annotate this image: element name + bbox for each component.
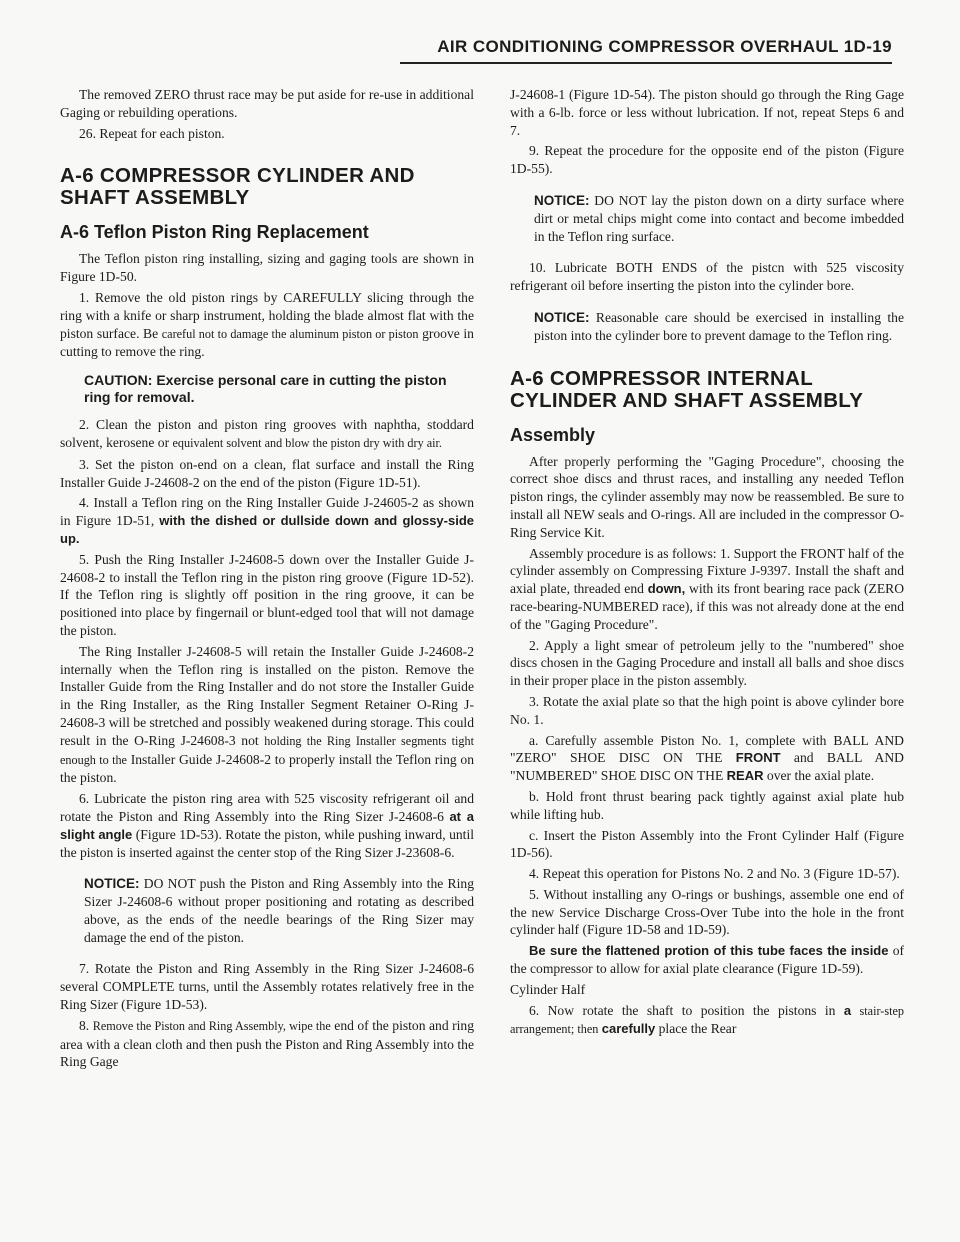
notice-text: Reasonable care should be exercised in installing the piston into the cylinder bore to prevent damage to the Teflon ring.	[534, 309, 905, 343]
step-10: 10. Lubricate BOTH ENDS of the pistcn with 525 viscosity refrigerant oil before inserting the piston into the cylinder bore.	[510, 260, 904, 294]
step-5: 5. Without installing any O-rings or bushings, assemble one end of the new Service Discharge Cross-Over Tube into the hole in the front cylinder half (Figure 1D-58 and 1D-59).	[510, 886, 904, 938]
step-2	[60, 416, 474, 453]
text-run: and BALL AND "NUMBERED" SHOE DISC ON THE	[510, 750, 904, 784]
paragraph	[510, 545, 904, 634]
text-run: 8.	[79, 1017, 90, 1033]
step-6	[510, 1002, 904, 1040]
subsection-heading: A-6 Teflon Piston Ring Replacement	[60, 222, 369, 243]
notice-block	[534, 192, 904, 245]
notice-text: DO NOT lay the piston down on a dirty surface where dirt or metal chips might come into contact and become imbedded in the Teflon ring surface.	[534, 192, 904, 244]
emphasis-text: Be sure the flattened protion of this tube faces the	[529, 943, 847, 959]
left-column	[60, 86, 474, 1074]
step-4: 4. Repeat this operation for Pistons No. 2 and No. 3 (Figure 1D-57).	[529, 866, 900, 882]
text-run: (Figure 1D-53). Rotate the piston, while pushing inward, until the piston is inserted against the center stop of the Ring Sizer J-23608-6.	[60, 826, 474, 860]
text-run: equivalent solvent and blow the piston dry with dry air.	[172, 435, 442, 450]
text-run: Installer Guide J-24608-2 to properly install the Teflon ring on the piston.	[60, 751, 474, 786]
right-column	[510, 86, 904, 1042]
emphasis-text: at a slight angle	[60, 808, 474, 842]
notice-label: NOTICE:	[534, 309, 590, 325]
step-9: 9. Repeat the procedure for the opposite end of the piston (Figure 1D-55).	[510, 143, 904, 177]
emphasis-text: FRONT	[735, 750, 781, 766]
paragraph: The Teflon piston ring installing, sizing and gaging tools are shown in Figure 1D-50.	[60, 251, 474, 285]
text-run: careful not to damage the aluminum piston or piston	[161, 326, 419, 341]
text-run: The Ring Installer J-24608-5 will retain the Installer Guide J-24608-2 internally when the Teflon ring is installed on the piston. Remove the Installer Guide from the Ring Installer and do not store the Installer Guide in the Ring Installer, as the Ring Installer Segment Retainer O-Ring J-24608-3 will be stretched and possibly weakened during storage. This could result in the O-Ring J-24608-3 not	[60, 643, 474, 748]
notice-text: DO NOT push the Piston and Ring Assembly into the Ring Sizer J-24608-6 without proper positioning and rotating as described above, as the ends of the needle bearings of the Ring Sizer may damage the end of the piston.	[84, 876, 474, 945]
step-4	[60, 494, 474, 547]
notice-label: NOTICE:	[84, 876, 140, 892]
notice-block	[84, 875, 474, 946]
text-run: holding the Ring Installer segments tight enough to the	[60, 733, 474, 767]
notice-block	[534, 309, 904, 345]
page-header: AIR CONDITIONING COMPRESSOR OVERHAUL 1D-19	[400, 36, 892, 64]
text-run: 2. Clean the piston and piston ring grooves with	[79, 417, 368, 433]
emphasis-text: a	[843, 1002, 852, 1018]
caution-text: Exercise personal care in cutting the piston ring for removal.	[84, 372, 447, 406]
emphasis-text: down,	[647, 581, 686, 597]
text-run: of the compressor to allow for axial plate clearance (Figure 1D-59).	[510, 943, 905, 977]
text-run: with its front bearing race pack (ZERO race-bearing-NUMBERED race), if this was not already done at the end of the "Gaging Procedure".	[510, 581, 905, 632]
step-2: 2. Apply a light smear of petroleum jelly to the "numbered" shoe discs chosen in the Gaging Procedure and install all balls and shoe discs in their proper place in the piston assembly.	[510, 637, 904, 689]
step-3: 3. Set the piston on-end on a clean, flat surface and install the Ring Installer Guide J-24608-2 on the end of the piston (Figure 1D-51).	[60, 456, 474, 490]
text-run: stair-step arrangement; then	[510, 1003, 904, 1037]
text-run: Assembly procedure is as follows: 1. Support the FRONT half of the cylinder assembly on Compressing Fixture J-9397. Install the shaft and axial plate, threaded end	[510, 545, 904, 597]
step-3b: b. Hold front thrust bearing pack tightly against axial plate hub while lifting hub.	[510, 788, 904, 822]
notice-label: NOTICE:	[534, 192, 590, 208]
caution-block	[84, 372, 474, 406]
emphasis-text: REAR	[726, 768, 764, 784]
paragraph: The removed ZERO thrust race may be put aside for re-use in additional Gaging or rebuilding operations.	[60, 87, 474, 120]
text-run: a. Carefully assemble Piston No. 1, complete with BALL AND "ZERO" SHOE DISC ON THE	[510, 732, 904, 766]
text-run: end of the piston and ring area with a clean cloth and then push the Piston and Ring Assembly into the Ring Gage	[60, 1017, 474, 1070]
text-run: naphtha, stoddard solvent, kerosene or	[60, 417, 474, 450]
caution-label: CAUTION:	[84, 372, 153, 389]
emphasis-text: inside	[850, 943, 889, 959]
step-3a	[510, 732, 904, 785]
step-3c: c. Insert the Piston Assembly into the Front Cylinder Half (Figure 1D-56).	[510, 827, 904, 861]
section-heading: A-6 COMPRESSOR INTERNAL CYLINDER AND SHAFT ASSEMBLY	[510, 366, 864, 412]
step-26: 26. Repeat for each piston.	[79, 125, 225, 141]
step-6	[60, 790, 474, 861]
text-run: 6. Lubricate the piston ring area with 525 viscosity refrigerant oil and rotate the Piston and Ring Assembly into the Ring Sizer J-24608-6	[60, 791, 474, 824]
text-run: over the axial plate.	[766, 768, 875, 784]
text-run: 1. Remove the old piston rings by CAREFULLY slicing through the ring with a knife or sharp instrument, holding the blade almost flat with the piston surface. Be	[60, 289, 474, 341]
step-3: 3. Rotate the axial plate so that the high point is above cylinder bore No. 1.	[510, 693, 904, 727]
paragraph	[60, 643, 474, 787]
label-line: Cylinder Half	[510, 981, 586, 997]
emphasis-text: carefully	[601, 1021, 656, 1037]
emphasis-text: with the dished or dullside down and glossy-side up.	[60, 513, 474, 546]
text-run: 4. Install a Teflon ring on the Ring Installer Guide J-24605-2 as shown in Figure 1D-51,	[60, 495, 474, 529]
step-5: 5. Push the Ring Installer J-24608-5 down over the Installer Guide J-24608-2 to install the Teflon ring in the piston ring groove (Figure 1D-52). If the Teflon ring is slightly off position in the ring groove, it can be positioned into place by fingernail or blunt-edged tool that will not damage the piston.	[60, 551, 474, 638]
step-8	[60, 1017, 474, 1071]
section-heading: A-6 COMPRESSOR CYLINDER AND SHAFT ASSEMBLY	[60, 164, 415, 210]
text-run: Remove the Piston and Ring Assembly, wipe the	[92, 1018, 331, 1033]
step-7: 7. Rotate the Piston and Ring Assembly in the Ring Sizer J-24608-6 several COMPLETE turns, until the Assembly rotates relatively free in the Ring Sizer (Figure 1D-53).	[60, 961, 474, 1013]
emphasis-paragraph	[510, 942, 904, 978]
text-run: 6. Now rotate the shaft to position the pistons in	[529, 1002, 836, 1018]
text-run: place the Rear	[658, 1021, 737, 1037]
text-run: groove in cutting to remove the ring.	[60, 325, 474, 360]
step-1	[60, 289, 474, 361]
paragraph: J-24608-1 (Figure 1D-54). The piston should go through the Ring Gage with a 6-lb. force or less without lubrication. If not, repeat Steps 6 and 7.	[510, 87, 904, 138]
subsection-heading: Assembly	[510, 424, 596, 445]
paragraph: After properly performing the "Gaging Procedure", choosing the correct shoe discs and thrust races, and installing any needed Teflon piston rings, the cylinder assembly may now be reassembled. Be sure to install all NEW seals and O-rings. All are included in the compressor O-Ring Service Kit.	[510, 453, 904, 540]
